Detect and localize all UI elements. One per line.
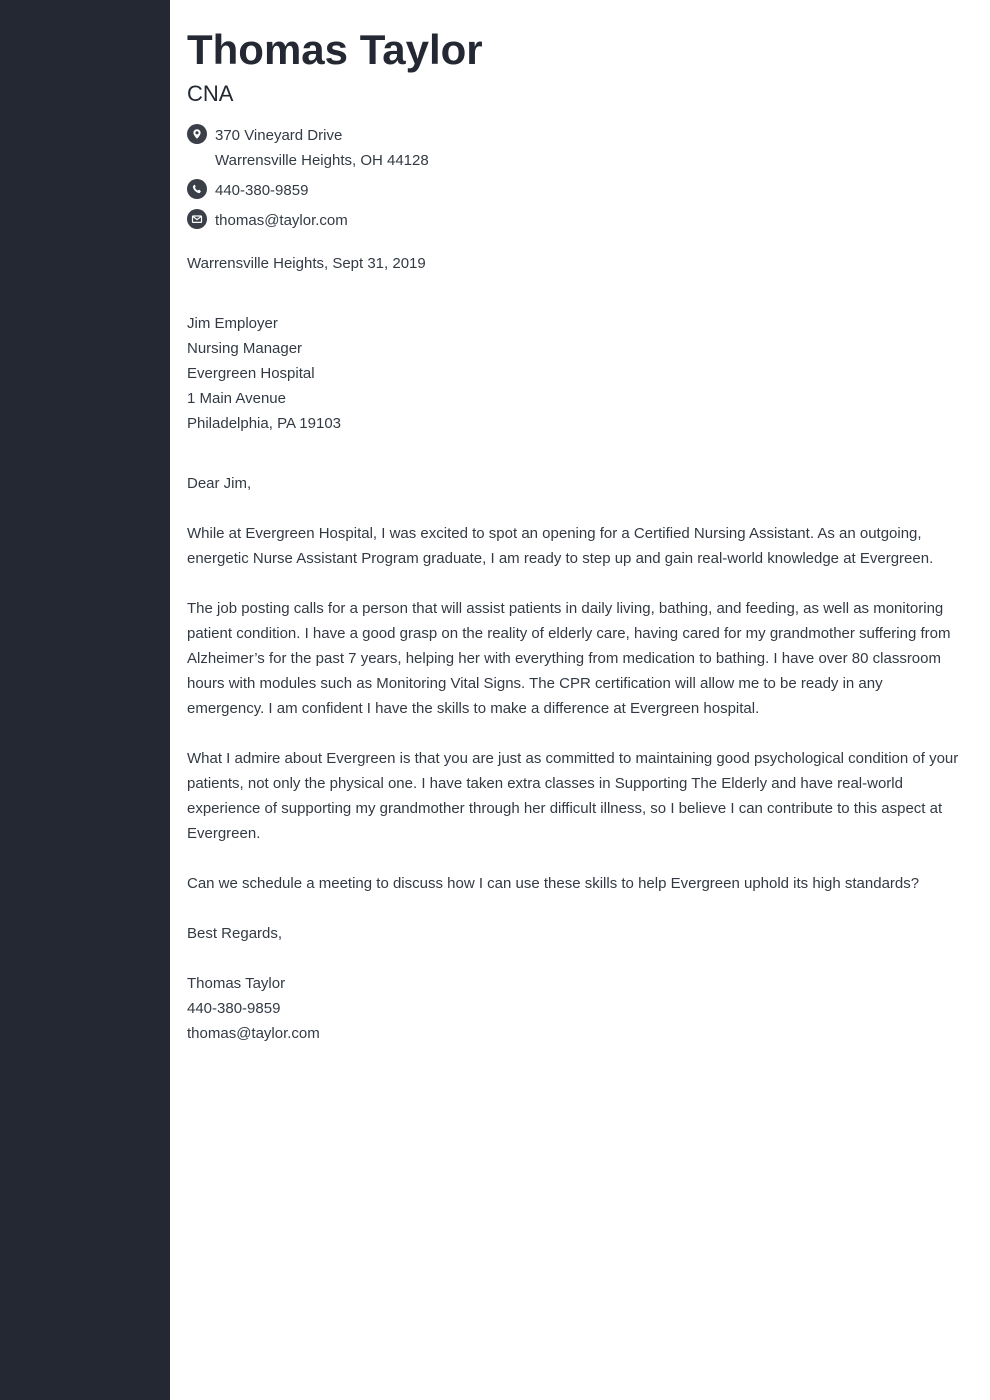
contact-phone [187,178,308,203]
letter-paragraph: The job posting calls for a person that will assist patients in daily living, bathing, and feeding, as well as monitoring patient condition. I have a good grasp on the reality of elderly care, having cared for my grandmother suffering from Alzheimer’s for the past 7 years, helping her with everything from medication to bathing. I have over 80 classroom hours with modules such as Monitoring Vital Signs. The CPR certification will allow me to be ready in any emergency. I am confident I have the skills to make a difference at Evergreen hospital. [187,600,951,717]
email-icon [187,209,207,229]
signature-email: thomas@taylor.com [187,1025,320,1042]
salutation: Dear Jim, [187,475,252,492]
location-pin-icon [187,124,207,144]
contact-address [187,123,429,173]
signature-phone: 440-380-9859 [187,1000,281,1017]
letter-paragraph: Can we schedule a meeting to discuss how I can use these skills to help Evergreen uphold its high standards? [187,875,920,892]
applicant-name: Thomas Taylor [187,26,483,73]
letter-paragraph: What I admire about Evergreen is that you are just as committed to maintaining good psychological condition of your patients, not only the physical one. I have taken extra classes in Supporting The Elderly and have real-world experience of supporting my grandmother through her difficult illness, so I believe I can contribute to this aspect at Evergreen. [187,750,959,842]
address-line-1: 370 Vineyard Drive [215,127,343,144]
letter-paragraph: While at Evergreen Hospital, I was excited to spot an opening for a Certified Nursing Assistant. As an outgoing, energetic Nurse Assistant Program graduate, I am ready to step up and gain real-world knowledge at Evergreen. [187,525,934,567]
recipient-position: Nursing Manager [187,340,303,357]
recipient-name: Jim Employer [187,315,278,332]
phone-text: 440-380-9859 [215,182,309,199]
recipient-street: 1 Main Avenue [187,390,286,407]
signature-name: Thomas Taylor [187,975,286,992]
contact-email [187,208,348,233]
sidebar-panel [0,0,170,1400]
email-text: thomas@taylor.com [215,212,348,229]
recipient-company: Evergreen Hospital [187,365,315,382]
phone-icon [187,179,207,199]
closing: Best Regards, [187,925,283,942]
applicant-title: CNA [187,81,234,106]
address-line-2: Warrensville Heights, OH 44128 [215,152,429,169]
recipient-city: Philadelphia, PA 19103 [187,415,342,432]
date-line: Warrensville Heights, Sept 31, 2019 [187,255,426,272]
